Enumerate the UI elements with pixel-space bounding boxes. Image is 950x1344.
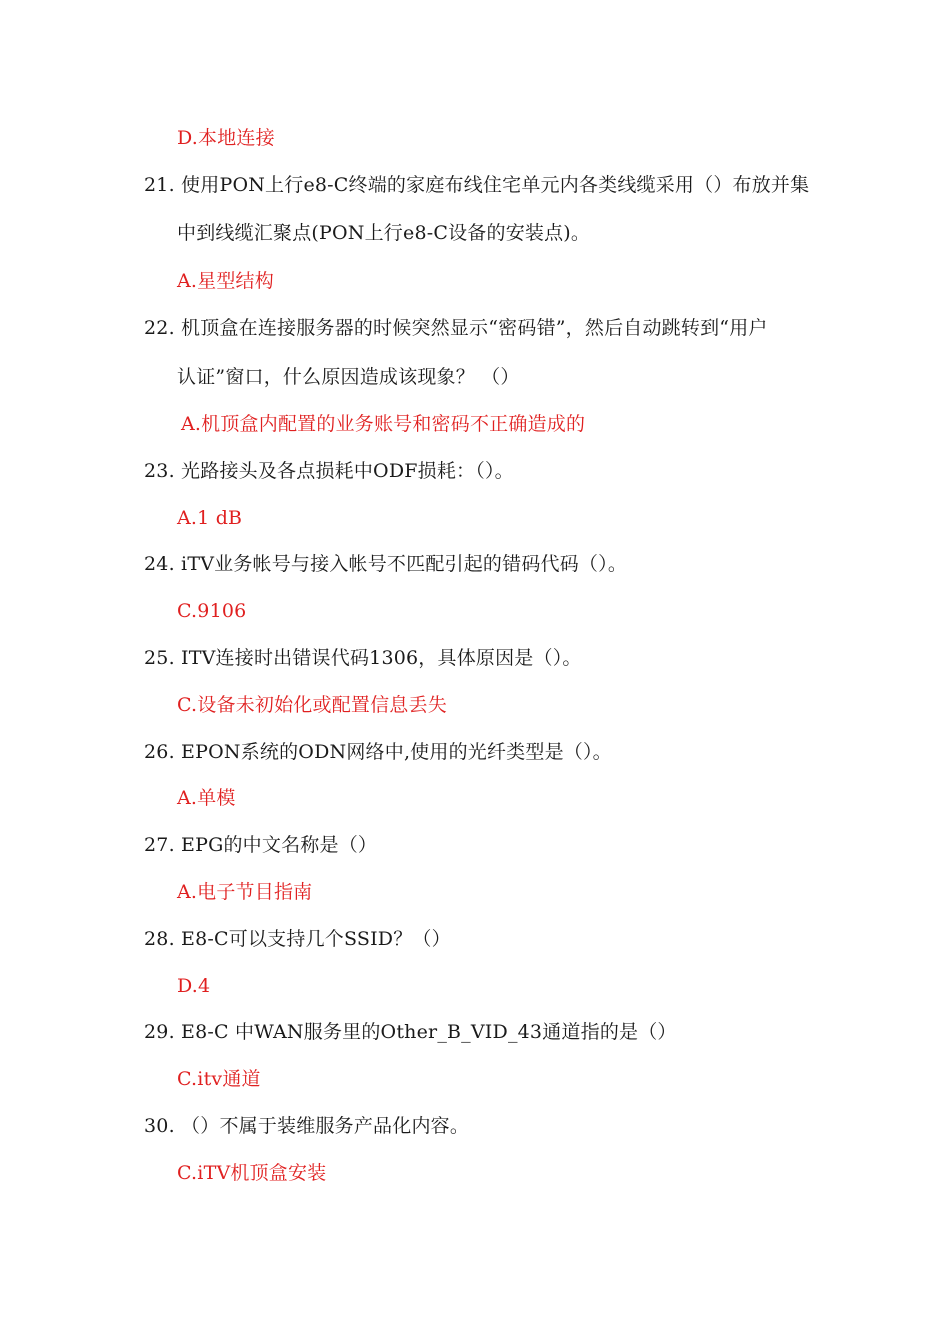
question-line: 29. E8-C 中WAN服务里的Other_B_VID_43通道指的是（）: [144, 1021, 677, 1043]
answer-line: D.4: [177, 975, 211, 997]
question-line: 27. EPG的中文名称是（）: [144, 834, 378, 856]
question-line: 23. 光路接头及各点损耗中ODF损耗：（）。: [144, 460, 514, 482]
question-line: 22. 机顶盒在连接服务器的时候突然显示“密码错”，然后自动跳转到“用户: [144, 317, 768, 339]
question-line: 25. ITV连接时出错误代码1306，具体原因是（）。: [144, 647, 582, 669]
question-line: 28. E8-C可以支持几个SSID？（）: [144, 928, 451, 950]
answer-line: A.1 dB: [177, 507, 243, 529]
answer-line: C.9106: [177, 600, 247, 622]
answer-line: A.电子节目指南: [177, 881, 313, 903]
answer-line: C.设备未初始化或配置信息丢失: [177, 694, 447, 716]
answer-line: A.机顶盒内配置的业务账号和密码不正确造成的: [181, 413, 586, 435]
question-line: 24. iTV业务帐号与接入帐号不匹配引起的错码代码（）。: [144, 553, 628, 575]
answer-line: C.iTV机顶盒安装: [177, 1162, 327, 1184]
answer-line: A.单模: [177, 787, 236, 809]
question-line: 21. 使用PON上行e8-C终端的家庭布线住宅单元内各类线缆采用（）布放并集: [144, 174, 810, 196]
answer-line: A.星型结构: [177, 270, 274, 292]
question-line: 26. EPON系统的ODN网络中,使用的光纤类型是（）。: [144, 741, 612, 763]
question-line: 30. （）不属于装维服务产品化内容。: [144, 1115, 470, 1137]
question-line: 中到线缆汇聚点(PON上行e8-C设备的安装点)。: [177, 222, 591, 244]
answer-line: D.本地连接: [177, 127, 275, 149]
question-line: 认证”窗口，什么原因造成该现象？ （）: [177, 366, 520, 388]
answer-line: C.itv通道: [177, 1068, 261, 1090]
